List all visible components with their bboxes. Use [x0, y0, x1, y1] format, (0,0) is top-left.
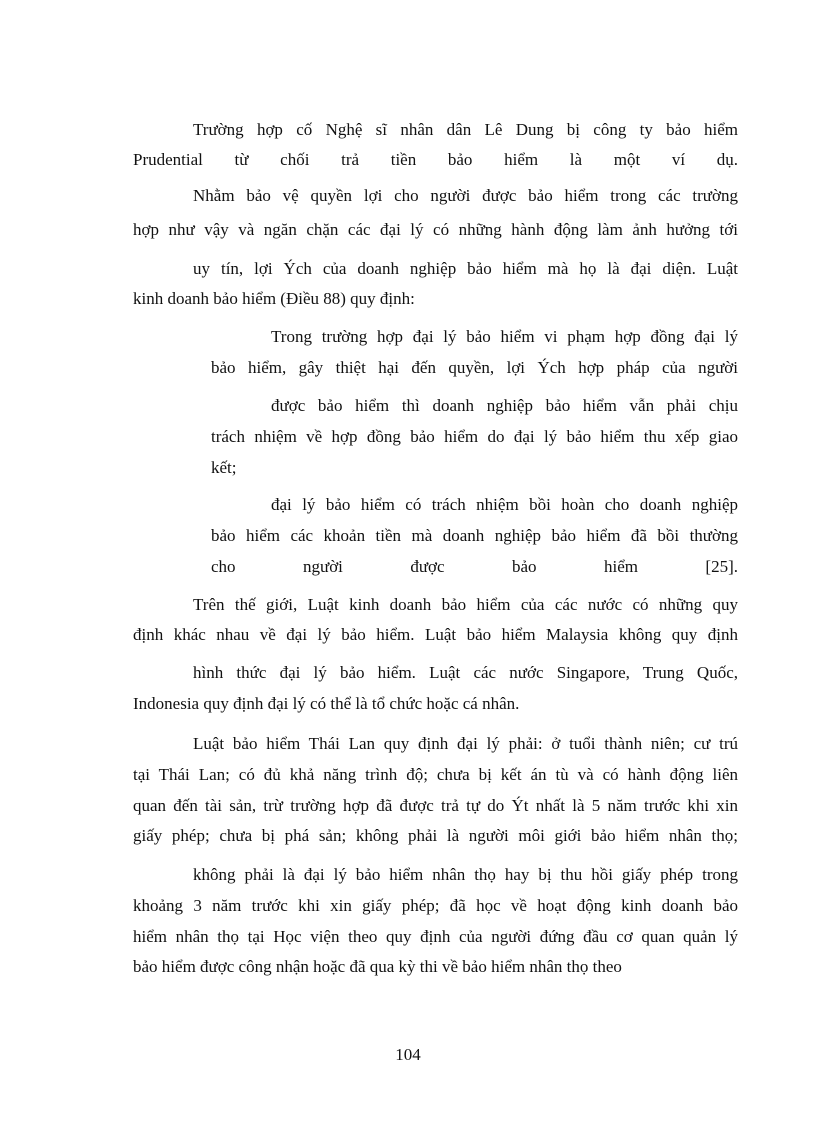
text-line: quan đến tài sản, trừ trường hợp đã được trả tự do Ýt nhất là 5 năm trước khi xin	[133, 796, 738, 815]
text-line: khoảng 3 năm trước khi xin giấy phép; đã học về hoạt động kinh doanh bảo	[133, 896, 738, 915]
quote-line: cho người được bảo hiểm [25].	[211, 557, 738, 576]
text-line: hiểm nhân thọ tại Học viện theo quy định của người đứng đầu cơ quan quản lý	[133, 927, 738, 946]
text-line: kinh doanh bảo hiểm (Điều 88) quy định:	[133, 289, 415, 308]
quote-line: bảo hiểm, gây thiệt hại đến quyền, lợi Ých hợp pháp của người	[211, 358, 738, 377]
text-line: hình thức đại lý bảo hiểm. Luật các nước Singapore, Trung Quốc,	[193, 663, 738, 682]
text-line: Prudential từ chối trả tiền bảo hiểm là một ví dụ.	[133, 150, 738, 169]
page-number: 104	[395, 1045, 421, 1064]
text-line: định khác nhau về đại lý bảo hiểm. Luật bảo hiểm Malaysia không quy định	[133, 625, 738, 644]
quote-line: bảo hiểm các khoản tiền mà doanh nghiệp bảo hiểm đã bồi thường	[211, 526, 738, 545]
text-line: giấy phép; chưa bị phá sản; không phải là người môi giới bảo hiểm nhân thọ;	[133, 826, 738, 845]
quote-line: được bảo hiểm thì doanh nghiệp bảo hiểm vẫn phải chịu	[271, 396, 738, 415]
quote-line: đại lý bảo hiểm có trách nhiệm bồi hoàn cho doanh nghiệp	[271, 495, 738, 514]
text-line: Luật bảo hiểm Thái Lan quy định đại lý phải: ở tuổi thành niên; cư trú	[193, 734, 738, 753]
text-line: Trường hợp cố Nghệ sĩ nhân dân Lê Dung bị công ty bảo hiểm	[193, 120, 738, 139]
text-line: uy tín, lợi Ých của doanh nghiệp bảo hiểm mà họ là đại diện. Luật	[193, 259, 738, 278]
text-line: Nhằm bảo vệ quyền lợi cho người được bảo hiểm trong các trường	[193, 186, 738, 205]
quote-line: trách nhiệm về hợp đồng bảo hiểm do đại lý bảo hiểm thu xếp giao	[211, 427, 738, 446]
text-line: Trên thế giới, Luật kinh doanh bảo hiểm của các nước có những quy	[193, 595, 738, 614]
text-line: hợp như vậy và ngăn chặn các đại lý có những hành động làm ảnh hưởng tới	[133, 220, 738, 239]
text-line: bảo hiểm được công nhận hoặc đã qua kỳ thi về bảo hiểm nhân thọ theo	[133, 957, 622, 976]
quote-line: Trong trường hợp đại lý bảo hiểm vi phạm hợp đồng đại lý	[271, 327, 738, 346]
text-line: Indonesia quy định đại lý có thể là tổ chức hoặc cá nhân.	[133, 694, 520, 713]
text-line: tại Thái Lan; có đủ khả năng trình độ; chưa bị kết án tù và có hành động liên	[133, 765, 738, 784]
quote-line: kết;	[211, 458, 237, 477]
text-line: không phải là đại lý bảo hiểm nhân thọ hay bị thu hồi giấy phép trong	[193, 865, 738, 884]
